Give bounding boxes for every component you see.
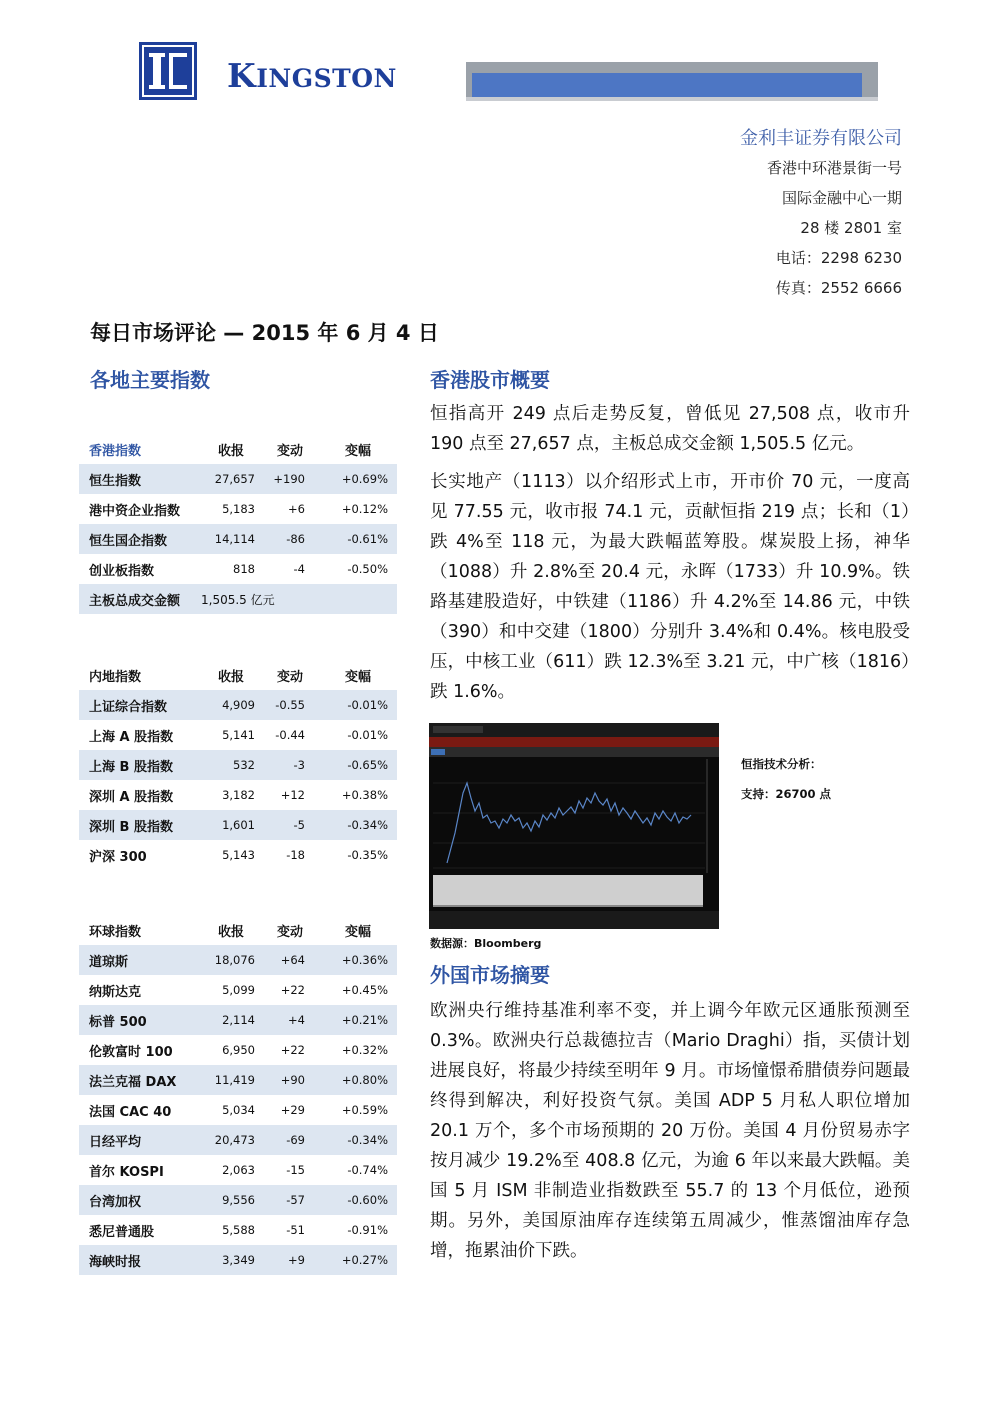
company-name: 金利丰证券有限公司 <box>740 128 902 149</box>
pct-cell: +0.21% <box>319 1005 397 1035</box>
pct-cell: +0.36% <box>319 945 397 975</box>
table-row <box>79 1155 397 1185</box>
close-cell: 20,473 <box>201 1125 261 1155</box>
change-cell: -0.55 <box>261 690 319 720</box>
index-name-cell: 深圳 B 股指数 <box>79 810 201 840</box>
pct-cell: -0.34% <box>319 810 397 840</box>
table-row <box>79 840 397 870</box>
pct-cell: +0.27% <box>319 1245 397 1275</box>
index-name-cell: 创业板指数 <box>89 563 155 579</box>
pct-cell: -0.34% <box>319 1125 397 1155</box>
header-decor-line <box>466 97 878 101</box>
index-name-cell: 港中资企业指数 <box>89 503 181 519</box>
change-cell: -5 <box>261 810 319 840</box>
foreign-market-heading: 外国市场摘要 <box>430 963 550 987</box>
table-row <box>79 524 397 554</box>
change-cell: -18 <box>286 848 305 862</box>
table-row <box>79 1065 397 1095</box>
table-row <box>79 720 397 750</box>
hk-market-heading: 香港股市概要 <box>430 368 550 392</box>
close-cell: 5,143 <box>222 848 255 862</box>
close-cell: 6,950 <box>222 1043 255 1057</box>
index-name-cell: 上海 B 股指数 <box>79 750 201 780</box>
close-cell: 5,034 <box>222 1103 255 1117</box>
index-name-cell: 法国 CAC 40 <box>89 1104 172 1120</box>
table-header-cell: 变幅 <box>344 669 371 685</box>
table-row <box>79 810 397 840</box>
table-row <box>79 1095 397 1125</box>
table-row <box>79 554 397 584</box>
change-cell: -57 <box>261 1185 319 1215</box>
pct-cell: -0.50% <box>347 562 388 576</box>
table-header-cell: 变动 <box>276 924 303 940</box>
table-row <box>79 464 397 494</box>
change-cell: -0.44 <box>275 728 305 742</box>
change-cell: -69 <box>261 1125 319 1155</box>
close-cell: 27,657 <box>201 464 261 494</box>
hk-index-table <box>79 434 397 614</box>
close-cell: 18,076 <box>201 945 261 975</box>
index-name-cell: 标普 500 <box>79 1005 201 1035</box>
pct-cell: +0.32% <box>341 1043 388 1057</box>
table-header-cell: 收报 <box>217 924 244 940</box>
company-logo-text: KINGSTON <box>227 56 397 95</box>
close-cell: 5,141 <box>222 728 255 742</box>
global-index-table <box>79 915 397 1275</box>
pct-cell: -0.61% <box>319 524 397 554</box>
close-cell: 3,182 <box>222 788 255 802</box>
index-name-cell: 法兰克福 DAX <box>79 1065 201 1095</box>
address-line-2: 国际金融中心一期 <box>781 189 902 207</box>
hk-market-para-2: 长实地产（1113）以介绍形式上市，开市价 70 元，一度高见 77.55 元，收市报 74.1 元，贡献恒指 219 点；长和（1）跌 4%至 118 元，为最大跌幅蓝筹股。煤炭股上扬，神华（1088）升 2.8%至 20.4 元，永晖（1733）升 10.9%。铁路基建股造好，中铁建（1186）升 4.2%至 14.86 元，中铁（390）和中交建（1800）分别升 3.4%和 0.4%。核电股受压，中核工业（611）跌 12.3%至 3.21 元，中广核（1816）跌 1.6%。 <box>430 472 910 702</box>
table-row <box>79 780 397 810</box>
close-cell: 5,099 <box>222 983 255 997</box>
table-header-cell: 变幅 <box>344 924 371 940</box>
change-cell: +6 <box>288 502 305 516</box>
close-cell: 818 <box>233 562 255 576</box>
table-row <box>79 1215 397 1245</box>
change-cell: -51 <box>286 1223 305 1237</box>
index-name-cell: 日经平均 <box>79 1125 201 1155</box>
change-cell: +64 <box>261 945 319 975</box>
index-name-cell: 深圳 A 股指数 <box>89 789 174 805</box>
pct-cell: +0.69% <box>319 464 397 494</box>
table-header-cell: 收报 <box>217 443 244 459</box>
table-header-cell: 香港指数 <box>89 443 142 459</box>
change-cell: -3 <box>261 750 319 780</box>
change-cell: +190 <box>261 464 319 494</box>
index-name-cell: 海峡时报 <box>79 1245 201 1275</box>
index-name-cell: 沪深 300 <box>89 849 147 865</box>
table-header-row <box>79 434 397 464</box>
page-title: 每日市场评论 — 2015 年 6 月 4 日 <box>90 321 439 345</box>
turnover-label: 主板总成交金额 <box>79 584 201 614</box>
pct-cell: +0.45% <box>341 983 388 997</box>
turnover-value: 1,505.5 亿元 <box>201 584 397 614</box>
change-cell: -86 <box>261 524 319 554</box>
table-header-row <box>79 660 397 690</box>
pct-cell: -0.60% <box>319 1185 397 1215</box>
hk-market-para-1: 恒指高开 249 点后走势反复，曾低见 27,508 点，收市升 190 点至 27,657 点，主板总成交金额 1,505.5 亿元。 <box>430 404 910 454</box>
index-name-cell: 上海 A 股指数 <box>89 729 174 745</box>
address-line-3: 28 楼 2801 室 <box>800 219 902 237</box>
table-row <box>79 1245 397 1275</box>
change-cell: +9 <box>261 1245 319 1275</box>
table-header-cell: 收报 <box>217 669 244 685</box>
table-header-cell: 内地指数 <box>89 669 142 685</box>
change-cell: +29 <box>280 1103 305 1117</box>
company-logo-mark <box>139 42 197 100</box>
index-name-cell: 首尔 KOSPI <box>89 1164 164 1180</box>
hang-seng-chart-image <box>429 723 719 929</box>
pct-cell: -0.65% <box>319 750 397 780</box>
table-row <box>79 750 397 780</box>
close-cell: 3,349 <box>201 1245 261 1275</box>
table-row <box>79 1005 397 1035</box>
index-name-cell: 台湾加权 <box>79 1185 201 1215</box>
table-row <box>79 1125 397 1155</box>
foreign-market-para: 欧洲央行维持基准利率不变，并上调今年欧元区通胀预测至 0.3%。欧洲央行总裁德拉吉（Mario Draghi）指，买债计划进展良好，将最少持续至明年 9 月。市场憧憬希腊债券问题最终得到解决，利好投资气氛。美国 ADP 5 月私人职位增加20.1 万个，多个市场预期的 20 万份。美国 4 月份贸易赤字按月减少 19.2%至 408.8 亿元，为逾 6 年以来最大跌幅。美国 5 月 ISM 非制造业指数跌至 55.7 的 13 个月低位，逊预期。另外，美国原油库存连续第五周减少，惟蒸馏油库存急增，拖累油价下跌。 <box>430 1001 910 1261</box>
table-row <box>79 975 397 1005</box>
table-header-cell: 变动 <box>276 669 303 685</box>
change-cell: +90 <box>261 1065 319 1095</box>
table-row <box>79 690 397 720</box>
table-row <box>79 945 397 975</box>
table-row <box>79 1035 397 1065</box>
change-cell: +12 <box>280 788 305 802</box>
close-cell: 11,419 <box>201 1065 261 1095</box>
close-cell: 4,909 <box>201 690 261 720</box>
index-name-cell: 悉尼普通股 <box>89 1224 155 1240</box>
close-cell: 1,601 <box>201 810 261 840</box>
pct-cell: -0.01% <box>347 728 388 742</box>
index-name-cell: 道琼斯 <box>79 945 201 975</box>
close-cell: 14,114 <box>201 524 261 554</box>
table-header-row <box>79 915 397 945</box>
index-name-cell: 纳斯达克 <box>89 984 142 1000</box>
index-name-cell: 恒生国企指数 <box>79 524 201 554</box>
address-line-1: 香港中环港景街一号 <box>766 159 902 177</box>
chart-source: 数据源：Bloomberg <box>430 937 542 950</box>
cn-index-table <box>79 660 397 870</box>
pct-cell: -0.91% <box>347 1223 388 1237</box>
close-cell: 9,556 <box>201 1185 261 1215</box>
close-cell: 5,588 <box>222 1223 255 1237</box>
close-cell: 532 <box>201 750 261 780</box>
pct-cell: +0.59% <box>341 1103 388 1117</box>
fax-number: 传真：2552 6666 <box>775 279 902 297</box>
index-name-cell: 恒生指数 <box>79 464 201 494</box>
pct-cell: -0.01% <box>319 690 397 720</box>
table-header-cell: 环球指数 <box>89 924 142 940</box>
index-name-cell: 上证综合指数 <box>79 690 201 720</box>
chart-caption-support: 支持：26700 点 <box>741 787 832 801</box>
change-cell: -15 <box>286 1163 305 1177</box>
change-cell: +22 <box>280 983 305 997</box>
table-header-cell: 变幅 <box>344 443 371 459</box>
chart-caption-title: 恒指技术分析： <box>741 757 822 771</box>
pct-cell: +0.80% <box>319 1065 397 1095</box>
close-cell: 2,063 <box>222 1163 255 1177</box>
close-cell: 5,183 <box>222 502 255 516</box>
change-cell: +4 <box>261 1005 319 1035</box>
change-cell: +22 <box>280 1043 305 1057</box>
table-row <box>79 1185 397 1215</box>
phone-number: 电话：2298 6230 <box>775 249 902 267</box>
indices-heading: 各地主要指数 <box>90 368 210 392</box>
table-header-cell: 变动 <box>276 443 303 459</box>
table-row <box>79 494 397 524</box>
pct-cell: -0.35% <box>347 848 388 862</box>
index-name-cell: 伦敦富时 100 <box>89 1044 173 1060</box>
pct-cell: +0.12% <box>341 502 388 516</box>
change-cell: -4 <box>293 562 305 576</box>
pct-cell: +0.38% <box>341 788 388 802</box>
close-cell: 2,114 <box>201 1005 261 1035</box>
table-row <box>79 584 397 614</box>
pct-cell: -0.74% <box>347 1163 388 1177</box>
